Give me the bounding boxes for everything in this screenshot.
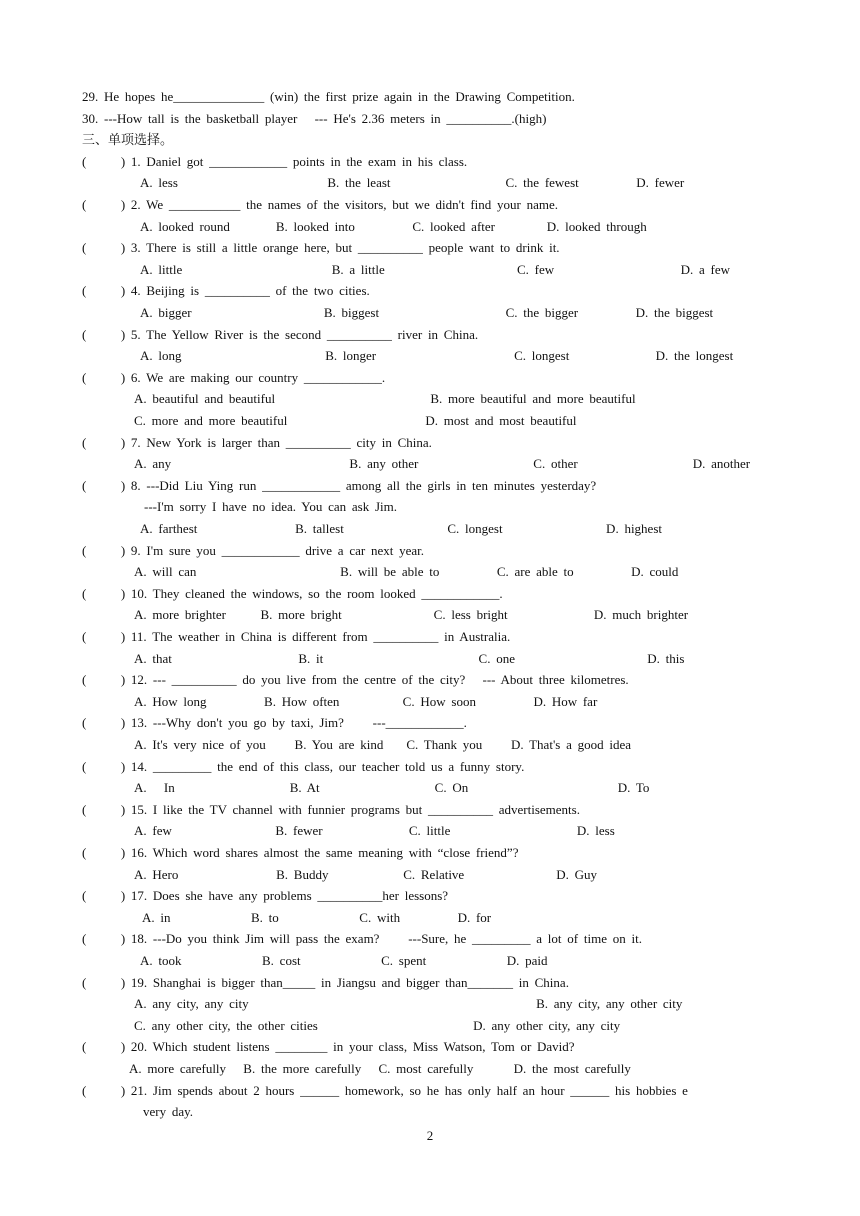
question-line: ( ) 2. We ___________ the names of the visitors, but we didn't find your name.	[82, 197, 559, 212]
answer-options: A. It's very nice of you B. You are kind C. Thank you D. That's a good idea	[134, 737, 632, 752]
question-line: ( ) 16. Which word shares almost the same meaning with “close friend”?	[82, 845, 519, 860]
section-heading: 三、单项选择。	[82, 132, 174, 148]
question-line: ( ) 10. They cleaned the windows, so the room looked ____________.	[82, 585, 503, 601]
question-line: ( ) 14. _________ the end of this class, our teacher told us a funny story.	[82, 758, 525, 774]
question-line: ( ) 13. ---Why don't you go by taxi, Jim? ---____________.	[82, 715, 467, 731]
question-line: 30. ---How tall is the basketball player --- He's 2.36 meters in __________.(high)	[82, 110, 547, 126]
answer-options: A. that B. it C. one D. this	[134, 650, 685, 666]
answer-options: C. more and more beautiful D. most and most beautiful	[134, 413, 577, 428]
question-line: ( ) 20. Which student listens ________ in your class, Miss Watson, Tom or David?	[82, 1039, 575, 1055]
question-line: ( ) 5. The Yellow River is the second __________ river in China.	[82, 326, 479, 342]
question-line: ( ) 19. Shanghai is bigger than_____ in Jiangsu and bigger than_______ in China.	[82, 974, 569, 990]
answer-options: A. more carefully B. the more carefully C. most carefully D. the most carefully	[129, 1061, 631, 1076]
answer-options: A. little B. a little C. few D. a few	[140, 261, 731, 277]
answer-options: A. long B. longer C. longest D. the longest	[140, 348, 734, 364]
answer-options: A. in B. to C. with D. for	[142, 909, 492, 925]
answer-options: A. Hero B. Buddy C. Relative D. Guy	[134, 866, 597, 882]
question-line: ( ) 7. New York is larger than __________ city in China.	[82, 434, 432, 450]
answer-options: A. In B. At C. On D. To	[134, 780, 650, 796]
question-line: ( ) 6. We are making our country ____________.	[82, 369, 386, 385]
answer-options: C. any other city, the other cities D. any other city, any city	[134, 1017, 621, 1033]
question-line: ( ) 12. --- __________ do you live from the centre of the city? --- About three kilometres.	[82, 672, 629, 688]
question-line: ---I'm sorry I have no idea. You can ask Jim.	[144, 499, 398, 515]
page-number: 2	[426, 1128, 434, 1143]
question-line: ( ) 15. I like the TV channel with funnier programs but __________ advertisements.	[82, 801, 580, 817]
answer-options: A. How long B. How often C. How soon D. How far	[134, 693, 598, 709]
question-line: ( ) 3. There is still a little orange here, but __________ people want to drink it.	[82, 240, 560, 256]
question-line: very day.	[143, 1104, 194, 1120]
answer-options: A. took B. cost C. spent D. paid	[140, 953, 548, 968]
answer-options: A. beautiful and beautiful B. more beautiful and more beautiful	[134, 391, 636, 407]
answer-options: A. few B. fewer C. little D. less	[134, 823, 615, 839]
question-line: ( ) 11. The weather in China is different from __________ in Australia.	[82, 629, 511, 644]
answer-options: A. bigger B. biggest C. the bigger D. the biggest	[140, 305, 714, 320]
answer-options: A. any B. any other C. other D. another	[134, 456, 751, 472]
answer-options: A. will can B. will be able to C. are able to D. could	[134, 564, 679, 580]
answer-options: A. farthest B. tallest C. longest D. highest	[140, 521, 663, 536]
question-line: ( ) 21. Jim spends about 2 hours ______ homework, so he has only half an hour ______ his hobbies e	[82, 1082, 688, 1098]
question-line: ( ) 1. Daniel got ____________ points in the exam in his class.	[82, 153, 468, 169]
question-line: ( ) 9. I'm sure you ____________ drive a car next year.	[82, 542, 424, 558]
question-line: ( ) 17. Does she have any problems __________her lessons?	[82, 888, 449, 904]
question-line: 29. He hopes he______________ (win) the first prize again in the Drawing Competition.	[82, 89, 575, 104]
question-line: ( ) 8. ---Did Liu Ying run ____________ among all the girls in ten minutes yesterday?	[82, 477, 597, 493]
answer-options: A. more brighter B. more bright C. less bright D. much brighter	[134, 607, 689, 623]
answer-options: A. looked round B. looked into C. looked after D. looked through	[140, 218, 647, 234]
question-line: ( ) 18. ---Do you think Jim will pass the exam? ---Sure, he _________ a lot of time on it.	[82, 931, 642, 947]
answer-options: A. less B. the least C. the fewest D. fewer	[140, 175, 685, 191]
answer-options: A. any city, any city B. any city, any other city	[134, 996, 683, 1012]
question-line: ( ) 4. Beijing is __________ of the two cities.	[82, 283, 370, 299]
